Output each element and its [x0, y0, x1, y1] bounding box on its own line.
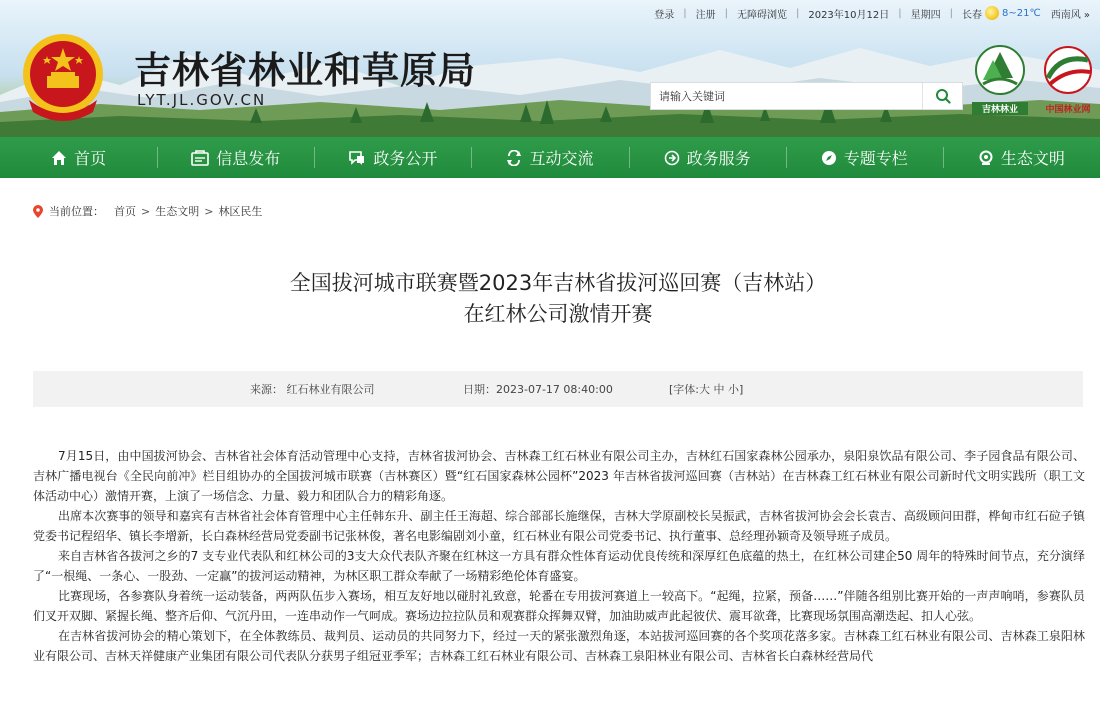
service-icon — [664, 150, 680, 166]
login-link[interactable]: 登录 — [654, 9, 675, 21]
font-size-label: [字体: — [669, 383, 699, 396]
article-date: 日期：2023-07-17 08:40:00 — [463, 383, 613, 396]
compass-icon — [821, 150, 837, 166]
nav-item-interaction[interactable] — [471, 137, 628, 178]
nav-item-special-topics[interactable] — [786, 137, 943, 178]
register-link[interactable]: 注册 — [695, 9, 716, 21]
font-size-small-button[interactable]: 小] — [728, 383, 744, 396]
nav-item-government-affairs[interactable] — [314, 137, 471, 178]
exchange-icon — [506, 150, 522, 166]
article-paragraph: 出席本次赛事的领导和嘉宾有吉林省社会体育管理中心主任韩东升、副主任王海超、综合部部长施继保，吉林大学原副校长吴振武，吉林省拔河协会会长袁吉、高级顾问田群，桦甸市红石砬子镇党委书记程绍华、镇长李增新，长白森林经营局党委副书记张林俊，著名电影编剧刘小童，红石林业有限公司党委书记、执行董事、总经理孙颖奇及领导班子成员。 — [33, 509, 1085, 543]
jilin-forestry-emblem-icon — [973, 44, 1027, 96]
breadcrumb-item-ecology[interactable]: 生态文明 — [155, 205, 200, 218]
china-forestry-emblem-icon — [1040, 44, 1096, 96]
breadcrumb-separator: > — [204, 204, 214, 218]
jilin-forestry-logo[interactable] — [972, 44, 1028, 116]
jilin-forestry-logo-text: 吉林林业 — [972, 102, 1028, 115]
article-paragraph: 来自吉林省各拔河之乡的7 支专业代表队和红林公司的3支大众代表队齐聚在红林这一方具有群众性体育运动优良传统和深厚红色底蕴的热土，在红林公司建企50 周年的特殊时间节点，充分演绎了“一根绳、一条心、一股劲、一定赢”的拔河运动精神，为林区职工群众奉献了一场精彩绝伦体育盛宴。 — [33, 549, 1085, 583]
nav-item-ecological-civilization[interactable] — [943, 137, 1100, 178]
nav-item-label: 政务公开 — [373, 149, 438, 168]
nav-item-government-services[interactable] — [629, 137, 786, 178]
search-button[interactable] — [922, 83, 962, 109]
weather-wind[interactable]: 西南风 » — [1050, 9, 1090, 21]
document-icon — [191, 150, 209, 166]
accessible-browsing-link[interactable]: 无障碍浏览 — [736, 9, 787, 21]
nav-item-label: 政务服务 — [686, 149, 751, 168]
font-size-switcher — [669, 381, 743, 397]
article-title-line: 全国拔河城市联赛暨2023年吉林省拔河巡回赛（吉林站） — [289, 271, 827, 295]
china-forestry-net-logo[interactable] — [1038, 44, 1098, 116]
article-paragraph: 在吉林省拔河协会的精心策划下，在全体教练员、裁判员、运动员的共同努力下，经过一天的紧张激烈角逐，本站拔河巡回赛的各个奖项花落多家。吉林森工红石林业有限公司、吉林森工泉阳林业有限公司、吉林天祥健康产业集团有限公司代表队分获男子组冠亚季军；吉林森工红石林业有限公司、吉林森工泉阳林业有限公司、吉林省长白森林经营局代 — [33, 629, 1085, 663]
article-title — [33, 268, 1083, 330]
article-source: 来源： 红石林业有限公司 — [250, 383, 375, 396]
article-meta-bar — [33, 371, 1083, 407]
breadcrumb-item-forest-livelihood[interactable]: 林区民生 — [218, 205, 263, 218]
nav-item-label: 互动交流 — [529, 149, 594, 168]
search-box — [650, 82, 963, 110]
article-paragraph: 比赛现场，各参赛队身着统一运动装备，两两队伍步入赛场，相互友好地以碰肘礼致意，轮番在专用拔河赛道上一较高下。“起绳，拉紧，预备……”伴随各组别比赛开始的一声声响哨，参赛队员们叉开双脚、紧握长绳、整齐后仰、气沉丹田，一连串动作一气呵成。赛场边拉拉队员和观赛群众挥舞双臂，加油助威声此起彼伏、震耳欲聋，比赛现场氛围高潮迭起、扣人心弦。 — [33, 589, 1085, 623]
breadcrumb-item-home[interactable]: 首页 — [114, 205, 136, 218]
location-pin-icon — [33, 205, 43, 218]
nav-item-label: 专题专栏 — [843, 149, 908, 168]
site-title: 吉林省林业和草原局 — [134, 48, 476, 92]
nav-item-label: 首页 — [74, 149, 107, 168]
nav-item-info-release[interactable] — [157, 137, 314, 178]
article-title-line: 在红林公司激情开赛 — [463, 302, 653, 326]
weather-temperature: 8~21℃ — [1002, 7, 1041, 19]
article-paragraph: 7月15日，由中国拔河协会、吉林省社会体育活动管理中心支持，吉林省拔河协会、吉林森工红石林业有限公司主办，吉林红石国家森林公园承办，泉阳泉饮品有限公司、李子园食品有限公司、吉林广播电视台《全民向前冲》栏目组协办的全国拔河城市联赛（吉林赛区）暨“红石国家森林公园杯”2023 年吉林省拔河巡回赛（吉林站）在吉林森工红石林业有限公司新时代文明实践所（职工文体活动中心）激情开赛，上演了一场信念、力量、毅力和团队合力的精彩角逐。 — [33, 449, 1085, 503]
article-body — [33, 446, 1085, 666]
chat-icon — [348, 150, 366, 166]
national-emblem-logo — [17, 30, 109, 126]
leaf-icon — [978, 150, 994, 166]
nav-item-label: 信息发布 — [216, 149, 281, 168]
nav-item-home[interactable] — [0, 137, 157, 178]
china-forestry-net-logo-text: 中国林业网 — [1045, 105, 1091, 115]
breadcrumb-label: 当前位置： — [49, 205, 104, 218]
font-size-medium-button[interactable]: 中 — [713, 383, 725, 396]
main-navigation — [0, 137, 1100, 178]
home-icon — [51, 150, 67, 166]
search-icon — [935, 88, 951, 104]
weather-city: 长春 — [962, 9, 982, 21]
breadcrumb — [33, 203, 262, 219]
top-utility-bar: 登录 | 注册 | 无障碍浏览 | 2023年10月12日 | 星期四 | 长春 8~21℃ 西南风 » — [654, 7, 1090, 21]
breadcrumb-separator: > — [141, 204, 151, 218]
weekday: 星期四 — [910, 9, 941, 21]
current-date: 2023年10月12日 — [808, 9, 890, 21]
sunny-weather-icon — [985, 6, 999, 20]
site-header — [0, 0, 1100, 137]
search-input[interactable] — [651, 83, 922, 109]
site-domain: LYT.JL.GOV.CN — [137, 91, 267, 109]
font-size-large-button[interactable]: 大 — [699, 383, 710, 396]
nav-item-label: 生态文明 — [1000, 149, 1065, 168]
